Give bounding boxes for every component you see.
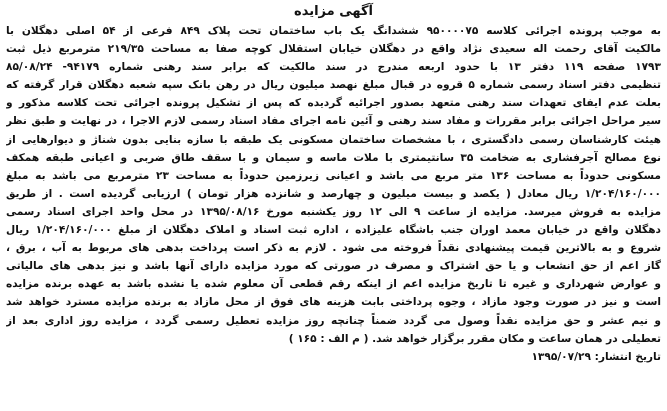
notice-title: آگهی مزایده <box>294 4 373 19</box>
notice-line: مزایده به فروش میرسد. مزایده از ساعت ۹ الی ۱۲ روز یکشنبه مورخ ۱۳۹۵/۰۸/۱۶ در محل واحد اجرای اسناد رسمی <box>6 205 661 218</box>
notice-line: ۱۷۹۳ صفحه ۱۱۹ دفتر ۱۳ با حدود اربعه مندرج در سند مالکیت که برابر سند رهنی شماره ۹۴۱۷۹- ۸۵/۰۸/۲۴ <box>6 61 661 74</box>
notice-line: مالکیت آقای رحمت اله سعیدی نژاد واقع در دهگلان خیابان استقلال کوچه صفا به مساحت ۲۱۹/۳۵ مترمربع ذیل ثبت <box>6 43 661 56</box>
notice-line: بعلت عدم ایفای تعهدات سند رهنی متعهد بصدور اجرائیه گردیده که پس از تشکیل پرونده اجرائی تحت کلاسه مذکور و <box>6 97 661 110</box>
notice-body <box>6 22 661 348</box>
notice-line: نوع مصالح آجرفشاری به ضخامت ۳۵ سانتیمتری با ملات ماسه و سیمان و با سقف طاق ضربی و اعیانی طبقه همکف <box>6 151 661 164</box>
notice-line: و عوارض شهرداری و غیره تا تاریخ مزایده اعم از اینکه رقم قطعی آن معلوم شده یا نشده باشد به عهده برنده مزایده <box>6 278 661 291</box>
notice-line: و نیم عشر و حق مزایده نقداً وصول می گردد ضمناً چنانچه روز مزایده تعطیل رسمی گردد ، مزایده روز اداری بعد از <box>6 314 661 327</box>
notice-line: تنظیمی دفتر اسناد رسمی شماره ۵ قروه در قبال مبلغ نهصد میلیون ریال در رهن بانک سپه شعبه دهگلان قرار گرفته که <box>6 79 661 92</box>
notice-line: هیئت کارشناسان رسمی دادگستری ، با مشخصات ساختمان مسکونی یک طبقه با سازه بنایی بدون شناژ و دیوارهایی از <box>6 133 661 146</box>
notice-line: ۱/۲۰۴/۱۶۰/۰۰۰ ریال معادل ( یکصد و بیست میلیون و چهارصد و شانزده هزار تومان ) ارزیابی گردیده است . از طریق <box>6 187 661 200</box>
publish-date: تاریخ انتشار: ۱۳۹۵/۰۷/۲۹ <box>531 350 661 363</box>
notice-line: مسکونی حدوداً به مساحت ۱۳۶ متر مربع می باشد و اعیانی زیرزمین حدوداً به مساحت ۲۳ مترمربع می باشد به مبلغ <box>6 169 661 182</box>
notice-line: شروع و به بالاترین قیمت پیشنهادی نقداً فروخته می شود . لازم به ذکر است پرداخت بدهی های مربوط به آب ، برق ، <box>6 242 661 255</box>
notice-line: تعطیلی در همان ساعت و مکان مقرر برگزار خواهد شد. ( م الف : ۱۶۵ ) <box>288 332 661 345</box>
notice-line: است و نیز در صورت وجود مازاد ، وجوه پرداختی بابت هزینه های فوق از محل مازاد به برنده مزایده مسترد خواهد شد <box>6 296 661 309</box>
notice-line: سیر مراحل اجرائی برابر مقررات و مفاد سند رهنی و آئین نامه اجرای مفاد اسناد رسمی لازم الاجرا ، در نهایت و طبق نظر <box>6 115 661 128</box>
notice-line: به موجب پرونده اجرائی کلاسه ۹۵۰۰۰۰۷۵ ششدانگ یک باب ساختمان تحت پلاک ۸۴۹ فرعی از ۵۴ اصلی دهگلان با <box>6 25 661 37</box>
notice-line: گاز اعم از حق انشعاب و یا حق اشتراک و مصرف در صورتی که مورد مزایده دارای آنها باشد و نیز بدهی های مالیاتی <box>6 260 661 273</box>
notice-line: دهگلان واقع در خیابان معمد اوران جنب باشگاه علیزاده ، اداره ثبت اسناد و املاک دهگلان از مبلغ ۱/۲۰۴/۱۶۰/۰۰۰ ریال <box>6 224 661 237</box>
